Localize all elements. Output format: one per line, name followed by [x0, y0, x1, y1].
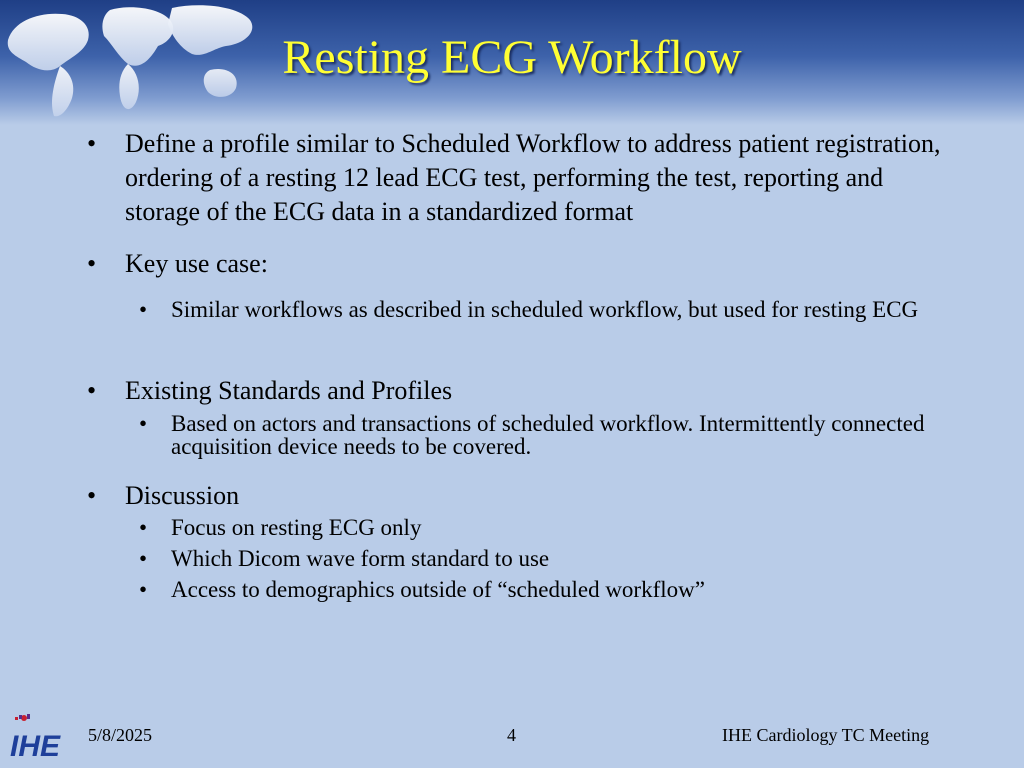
- bullet-text: Discussion: [125, 481, 240, 510]
- footer-meeting: IHE Cardiology TC Meeting: [722, 725, 930, 745]
- bullet-text: Focus on resting ECG only: [171, 515, 422, 540]
- bullet-marker: •: [87, 129, 97, 158]
- bullet-marker: •: [87, 376, 97, 405]
- footer-page-number: 4: [507, 725, 516, 745]
- bullet-text: Based on actors and transactions of scheduled workflow. Intermittently connected acquisition device needs to be covered.: [171, 411, 925, 459]
- bullet-text: Define a profile similar to Scheduled Workflow to address patient registration, ordering of a resting 12 lead ECG test, performing the test, reporting and storage of the ECG data in a standardized format: [125, 129, 941, 226]
- bullet-marker: •: [139, 546, 148, 571]
- bullet-text: Existing Standards and Profiles: [125, 376, 453, 405]
- bullet-marker: •: [139, 577, 148, 602]
- bullet-text: Similar workflows as described in scheduled workflow, but used for resting ECG: [171, 297, 919, 322]
- bullet-text: Key use case:: [125, 249, 268, 278]
- bullet-marker: •: [139, 297, 148, 322]
- bullet-marker: •: [139, 411, 148, 436]
- ihe-logo: [8, 712, 74, 760]
- bullet-marker: •: [87, 481, 97, 510]
- footer-date: 5/8/2025: [88, 725, 153, 745]
- logo-text: IHE: [10, 730, 61, 760]
- slide-title: Resting ECG Workflow: [282, 31, 742, 84]
- bullet-marker: •: [87, 249, 97, 278]
- bullet-text: Access to demographics outside of “scheduled workflow”: [171, 577, 705, 602]
- bullet-marker: •: [139, 515, 148, 540]
- logo-mark-icon: [15, 714, 30, 721]
- bullet-text: Which Dicom wave form standard to use: [171, 546, 550, 571]
